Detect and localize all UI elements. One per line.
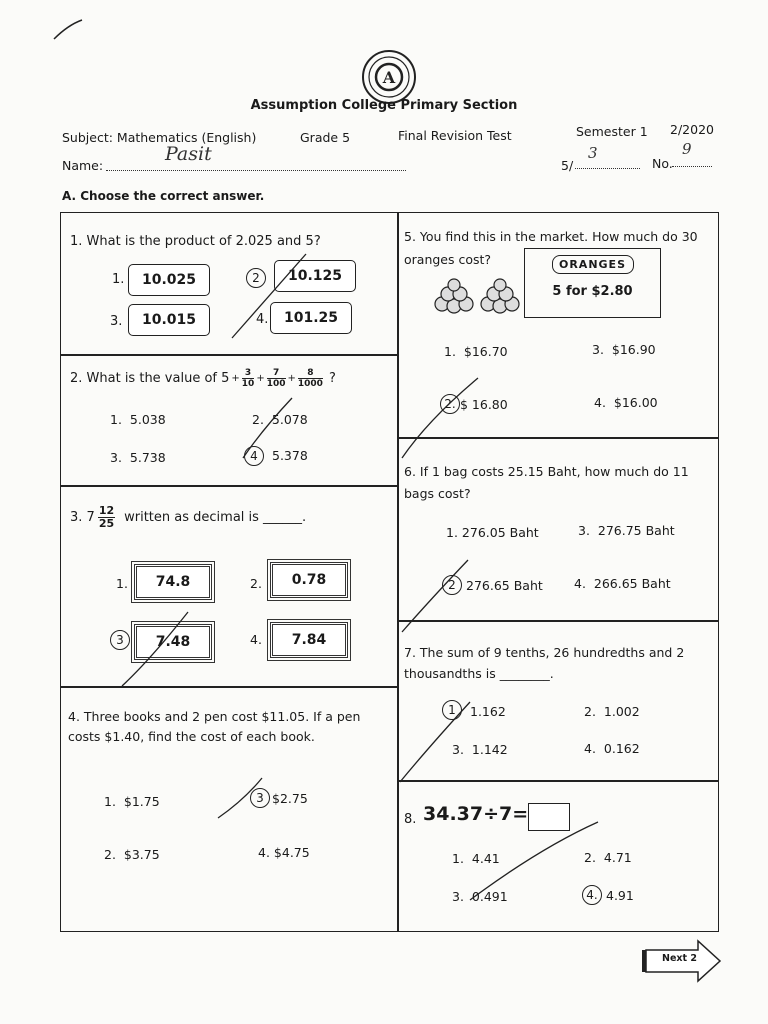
q5-option-3[interactable]: 3. $16.90	[592, 342, 656, 357]
q6-option-3[interactable]: 3. 276.75 Baht	[578, 523, 675, 538]
q8-option-4-circle[interactable]: 4.	[582, 885, 602, 905]
q5-option-4[interactable]: 4. $16.00	[594, 395, 658, 410]
class-label: 5/	[561, 158, 574, 173]
q3-option-3-circle[interactable]: 3	[110, 630, 130, 650]
q6-option-1[interactable]: 1. 276.05 Baht	[446, 525, 539, 540]
grade-label: Grade 5	[300, 130, 351, 145]
no-value: 9	[682, 140, 692, 158]
name-value: Pasit	[165, 143, 212, 165]
q3-suffix: written as decimal is ______.	[124, 510, 307, 525]
q3-option-1-num: 1.	[116, 576, 128, 591]
name-label: Name:	[62, 158, 104, 173]
test-title: Final Revision Test	[398, 128, 512, 143]
next-label: Next 2	[662, 953, 697, 964]
q1-option-1-box[interactable]: 10.025	[128, 264, 210, 296]
q6-option-4[interactable]: 4. 266.65 Baht	[574, 576, 671, 591]
q7-option-3[interactable]: 3. 1.142	[452, 742, 508, 757]
svg-text:A: A	[382, 68, 396, 87]
q1-option-4-num: 4.	[256, 312, 269, 327]
q7-option-2[interactable]: 2. 1.002	[584, 704, 640, 719]
q6-option-2-text[interactable]: 276.65 Baht	[466, 578, 543, 593]
q2-fraction-3: $\frac{8}{1000}$	[297, 368, 323, 389]
q8-option-3[interactable]: 3. 0.491	[452, 889, 508, 904]
q5-line-2: oranges cost?	[404, 252, 492, 267]
q6-line-2: bags cost?	[404, 486, 471, 501]
q8-option-1[interactable]: 1. 4.41	[452, 851, 500, 866]
q3-option-2-box[interactable]: 0.78	[270, 562, 348, 598]
q4-option-1[interactable]: 1. $1.75	[104, 794, 160, 809]
q2-plus-3: +	[287, 373, 296, 384]
year-label: 2/2020	[670, 122, 714, 137]
q4-option-3-circle[interactable]: 3	[250, 788, 270, 808]
q4-option-2[interactable]: 2. $3.75	[104, 847, 160, 862]
q2-plus-1: +	[231, 373, 240, 384]
q2-qmark: ?	[328, 371, 336, 386]
q1-option-2-circle[interactable]: 2	[246, 268, 266, 288]
q2-plus-2: +	[256, 373, 265, 384]
sign-price: 5 for $2.80	[552, 284, 633, 299]
q1-option-2-box[interactable]: 10.125	[274, 260, 356, 292]
q4-option-3-text[interactable]: $2.75	[272, 791, 308, 806]
class-value: 3	[588, 144, 598, 162]
q6-option-2-circle[interactable]: 2	[442, 575, 462, 595]
section-title: A. Choose the correct answer.	[62, 189, 265, 203]
q5-line-1: 5. You find this in the market. How much do 30	[404, 229, 698, 244]
q3-fraction: $\frac{12}{25}$	[98, 504, 115, 530]
q2-option-1[interactable]: 1. 5.038	[110, 412, 166, 427]
q3-option-4-box[interactable]: 7.84	[270, 622, 348, 658]
q2-fraction-2: $\frac{7}{100}$	[266, 368, 286, 389]
q5-option-2-text[interactable]: $ 16.80	[460, 397, 508, 412]
q4-line-1: 4. Three books and 2 pen cost $11.05. If a pen	[68, 709, 361, 724]
q2-option-2[interactable]: 2. 5.078	[252, 412, 308, 427]
q8-num: 8.	[404, 812, 417, 827]
q1-option-3-num: 3.	[110, 314, 123, 329]
q2-option-4-circle[interactable]: 4	[244, 446, 264, 466]
q7-line-2: thousandths is ________.	[404, 666, 554, 681]
subject-label: Subject: Mathematics (English)	[62, 130, 257, 145]
q1-option-4-box[interactable]: 101.25	[270, 302, 352, 334]
school-name: Assumption College Primary Section	[250, 98, 518, 113]
q4-line-2: costs $1.40, find the cost of each book.	[68, 729, 315, 744]
q1-option-3-box[interactable]: 10.015	[128, 304, 210, 336]
q5-option-1[interactable]: 1. $16.70	[444, 344, 508, 359]
q7-option-1-circle[interactable]: 1	[442, 700, 462, 720]
sign-title: ORANGES	[552, 255, 634, 274]
q6-line-1: 6. If 1 bag costs 25.15 Baht, how much do 11	[404, 464, 689, 479]
q3-option-4-num: 4.	[250, 632, 262, 647]
q3-prefix: 3. 7	[70, 510, 95, 525]
q7-option-4[interactable]: 4. 0.162	[584, 741, 640, 756]
q3-option-1-box[interactable]: 74.8	[134, 564, 212, 600]
q2-option-3[interactable]: 3. 5.738	[110, 450, 166, 465]
q2-option-4-text[interactable]: 5.378	[272, 448, 308, 463]
q5-option-2-circle[interactable]: 2.	[440, 394, 460, 414]
no-label: No.	[652, 156, 673, 171]
q3-option-2-num: 2.	[250, 576, 262, 591]
q7-option-1-text[interactable]: 1.162	[470, 704, 506, 719]
q1-question: 1. What is the product of 2.025 and 5?	[70, 234, 321, 249]
semester-label: Semester 1	[576, 124, 648, 139]
q8-expression: 34.37÷7=	[423, 803, 529, 825]
q3-option-3-box[interactable]: 7.48	[134, 624, 212, 660]
q2-prefix: 2. What is the value of 5	[70, 371, 230, 386]
q2-fraction-1: $\frac{3}{10}$	[241, 368, 255, 389]
q8-option-2[interactable]: 2. 4.71	[584, 850, 632, 865]
q7-line-1: 7. The sum of 9 tenths, 26 hundredths and 2	[404, 645, 685, 660]
q8-option-4-text[interactable]: 4.91	[606, 888, 634, 903]
q4-option-4[interactable]: 4. $4.75	[258, 845, 310, 860]
q1-option-1-num: 1.	[112, 272, 125, 287]
next-button[interactable]	[640, 938, 724, 984]
